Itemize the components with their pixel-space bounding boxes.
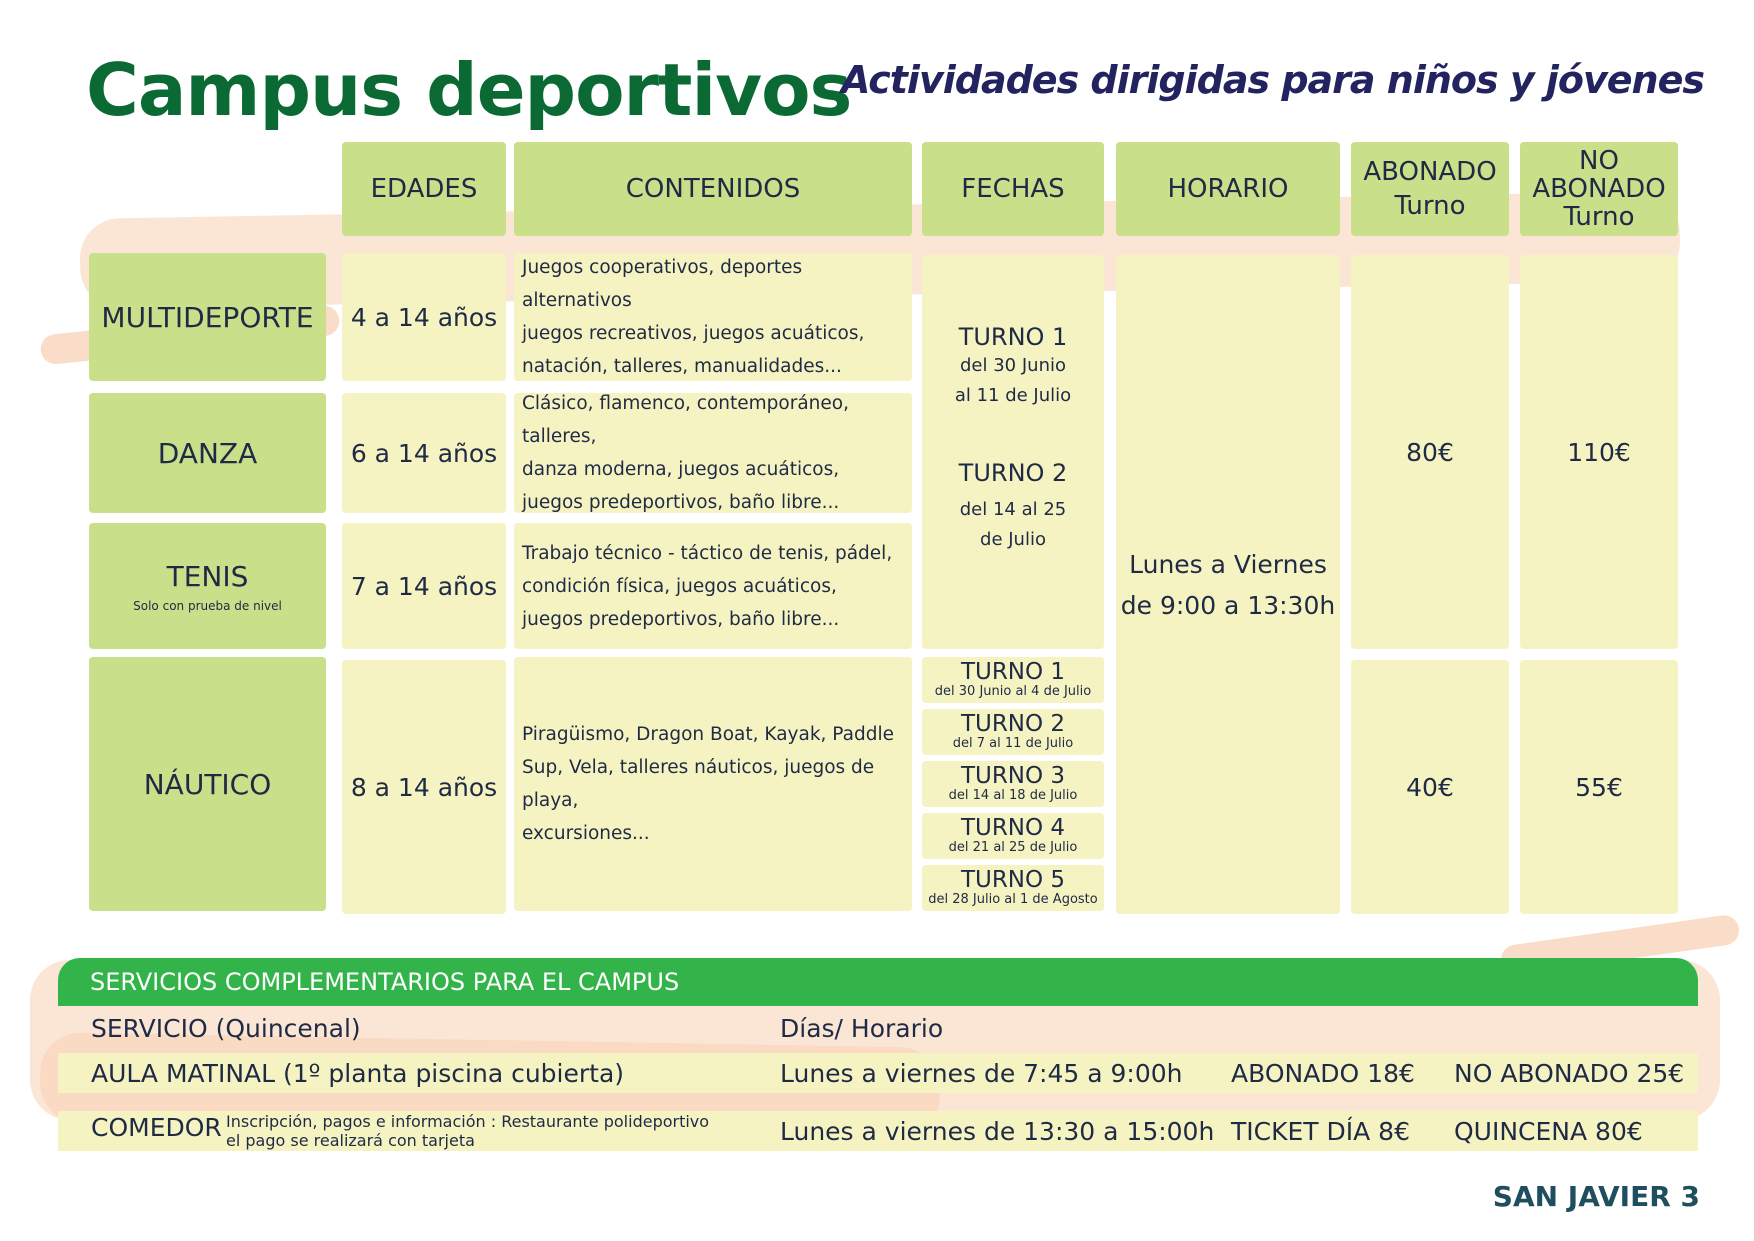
- aula-matinal-name: AULA MATINAL (1º planta piscina cubierta): [91, 1059, 625, 1088]
- contents-tenis: Trabajo técnico - táctico de tenis, pádel, condición física, juegos acuáticos, juegos predeportivos, baño libre...: [514, 523, 912, 649]
- header-abonado: ABONADO Turno: [1351, 142, 1509, 236]
- comedor-price2: QUINCENA 80€: [1454, 1117, 1643, 1146]
- nautico-turno-2: TURNO 2 del 7 al 11 de Julio: [922, 709, 1104, 755]
- comedor-name: COMEDOR: [91, 1113, 222, 1142]
- price-no-abonado-nautico: 55€: [1520, 660, 1678, 914]
- services-col-dias: Días/ Horario: [780, 1014, 944, 1043]
- services-title: SERVICIOS COMPLEMENTARIOS PARA EL CAMPUS: [58, 958, 1698, 1006]
- services-background: [58, 1006, 1698, 1008]
- comedor-note1: Inscripción, pagos e información : Restaurante polideportivo: [226, 1112, 710, 1131]
- ages-multideporte: 4 a 14 años: [342, 253, 506, 381]
- aula-matinal-price1: ABONADO 18€: [1231, 1059, 1415, 1088]
- header-contenidos: CONTENIDOS: [514, 142, 912, 236]
- price-abonado-nautico: 40€: [1351, 660, 1509, 914]
- turno1-label: TURNO 1: [958, 323, 1068, 351]
- comedor-price1: TICKET DÍA 8€: [1231, 1117, 1410, 1146]
- header-horario: HORARIO: [1116, 142, 1340, 236]
- ages-nautico: 8 a 14 años: [342, 660, 506, 914]
- tenis-note: Solo con prueba de nivel: [133, 598, 282, 613]
- contents-nautico: Piragüismo, Dragon Boat, Kayak, Paddle Sup, Vela, talleres náuticos, juegos de playa, excursiones...: [514, 657, 912, 911]
- ages-danza: 6 a 14 años: [342, 393, 506, 513]
- header-no-abonado: NO ABONADO Turno: [1520, 142, 1678, 236]
- activity-nautico: NÁUTICO: [89, 657, 326, 911]
- activity-multideporte: MULTIDEPORTE: [89, 253, 326, 381]
- nautico-turno-3: TURNO 3 del 14 al 18 de Julio: [922, 761, 1104, 807]
- ages-tenis: 7 a 14 años: [342, 523, 506, 649]
- fechas-quincenal: [922, 255, 1104, 649]
- header-edades: EDADES: [342, 142, 506, 236]
- contents-danza: Clásico, flamenco, contemporáneo, talleres, danza moderna, juegos acuáticos, juegos predeportivos, baño libre...: [514, 393, 912, 513]
- horario-cell: Lunes a Viernes de 9:00 a 13:30h: [1116, 255, 1340, 914]
- comedor-note2: el pago se realizará con tarjeta: [226, 1131, 475, 1150]
- turno1-line1: del 30 Junio: [960, 355, 1066, 376]
- page-footer: SAN JAVIER 3: [1492, 1180, 1700, 1213]
- services-col-servicio: SERVICIO (Quincenal): [91, 1014, 361, 1043]
- price-no-abonado-group: 110€: [1520, 255, 1678, 649]
- nautico-turno-5: TURNO 5 del 28 Julio al 1 de Agosto: [922, 865, 1104, 911]
- page-title: Campus deportivos: [86, 48, 852, 132]
- nautico-turno-4: TURNO 4 del 21 al 25 de Julio: [922, 813, 1104, 859]
- header-fechas: FECHAS: [922, 142, 1104, 236]
- activity-danza: DANZA: [89, 393, 326, 513]
- contents-multideporte: Juegos cooperativos, deportes alternativos juegos recreativos, juegos acuáticos, natación, talleres, manualidades...: [514, 253, 912, 381]
- turno2-label: TURNO 2: [958, 459, 1068, 487]
- turno2-line2: de Julio: [980, 529, 1046, 550]
- aula-matinal-schedule: Lunes a viernes de 7:45 a 9:00h: [780, 1059, 1183, 1088]
- price-abonado-group: 80€: [1351, 255, 1509, 649]
- activity-tenis: TENIS Solo con prueba de nivel: [89, 523, 326, 649]
- aula-matinal-price2: NO ABONADO 25€: [1454, 1059, 1685, 1088]
- page-subtitle: Actividades dirigidas para niños y jóvenes: [841, 58, 1704, 102]
- comedor-schedule: Lunes a viernes de 13:30 a 15:00h: [780, 1117, 1215, 1146]
- turno2-line1: del 14 al 25: [959, 499, 1067, 520]
- nautico-turno-1: TURNO 1 del 30 Junio al 4 de Julio: [922, 657, 1104, 703]
- turno1-line2: al 11 de Julio: [954, 385, 1072, 406]
